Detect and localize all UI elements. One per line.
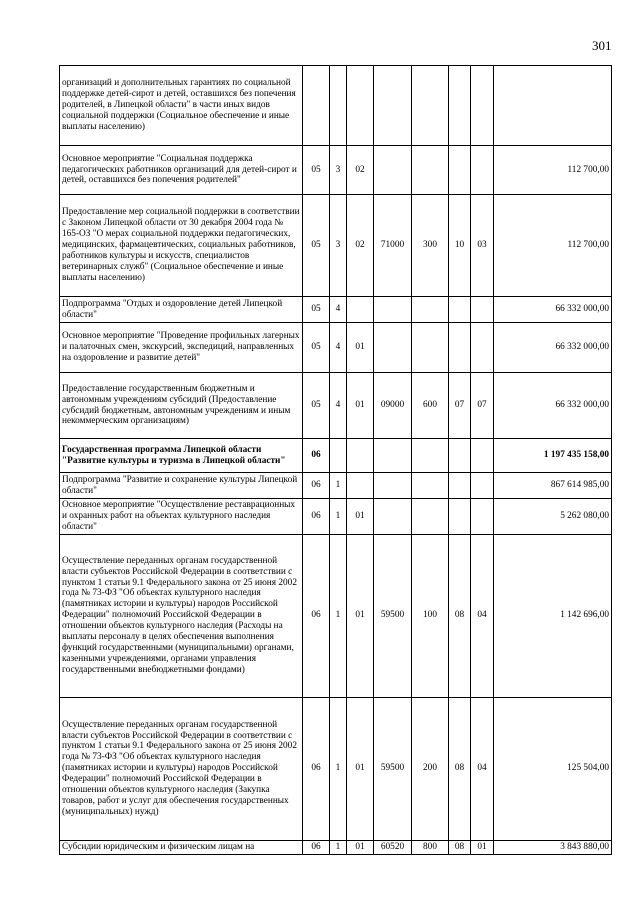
program-code-cell: 05	[303, 146, 330, 195]
subprogram-code-cell: 4	[330, 297, 347, 323]
subprogram-code-cell: 3	[330, 146, 347, 195]
subsection-code-cell: 07	[471, 373, 494, 439]
activity-code-cell	[347, 297, 374, 323]
table-row	[60, 195, 612, 297]
section-code-cell	[449, 66, 471, 146]
amount-cell: 66 332 000,00	[494, 373, 612, 439]
subprogram-code-cell: 1	[330, 697, 347, 840]
amount-cell: 112 700,00	[494, 195, 612, 297]
direction-code-cell: 59500	[374, 697, 412, 840]
expense-name-cell: Подпрограмма "Развитие и сохранение культуры Липецкой области"	[60, 473, 303, 499]
expense-name-cell: Подпрограмма "Отдых и оздоровление детей Липецкой области"	[60, 297, 303, 323]
subsection-code-cell: 04	[471, 534, 494, 697]
expense-name-cell: Государственная программа Липецкой области "Развитие культуры и туризма в Липецкой области"	[60, 439, 303, 473]
program-code-cell: 05	[303, 323, 330, 373]
direction-code-cell	[374, 297, 412, 323]
program-code-cell: 06	[303, 840, 330, 854]
subprogram-code-cell: 1	[330, 473, 347, 499]
activity-code-cell	[347, 473, 374, 499]
activity-code-cell: 01	[347, 840, 374, 854]
subprogram-code-cell: 4	[330, 373, 347, 439]
activity-code-cell: 02	[347, 195, 374, 297]
program-code-cell: 06	[303, 473, 330, 499]
subprogram-code-cell: 1	[330, 840, 347, 854]
activity-code-cell: 01	[347, 697, 374, 840]
expense-name-cell: организаций и дополнительных гарантиях по социальной поддержке детей-сирот и детей, оставшихся без попечения родителей, в Липецкой области" в части иных видов социальной поддержки (Социальное обеспечение и иные выплаты населению)	[60, 66, 303, 146]
expense-name-cell: Основное мероприятие "Социальная поддержка педагогических работников организаций для детей-сирот и детей, оставшихся без попечения родителей"	[60, 146, 303, 195]
section-code-cell	[449, 323, 471, 373]
expense-type-cell	[412, 439, 449, 473]
table-body	[60, 66, 612, 855]
section-code-cell	[449, 439, 471, 473]
program-code-cell	[303, 66, 330, 146]
direction-code-cell: 59500	[374, 534, 412, 697]
subprogram-code-cell	[330, 439, 347, 473]
direction-code-cell: 09000	[374, 373, 412, 439]
section-code-cell	[449, 297, 471, 323]
subprogram-code-cell: 1	[330, 499, 347, 535]
program-code-cell: 05	[303, 297, 330, 323]
program-code-cell: 06	[303, 499, 330, 535]
expense-type-cell	[412, 297, 449, 323]
program-code-cell: 06	[303, 534, 330, 697]
section-code-cell: 08	[449, 534, 471, 697]
subsection-code-cell	[471, 323, 494, 373]
activity-code-cell: 02	[347, 146, 374, 195]
expense-name-cell: Осуществление переданных органам государственной власти субъектов Российской Федерации в соответствии с пунктом 1 статьи 9.1 Федерального закона от 25 июня 2002 года № 73-ФЗ "Об объектах культурного наследия (памятниках истории и культуры) народов Российской Федерации" полномочий Российской Федерации в отношении объектов культурного наследия (Закупка товаров, работ и услуг для обеспечения государственных (муниципальных) нужд)	[60, 697, 303, 840]
amount-cell: 66 332 000,00	[494, 323, 612, 373]
table-row	[60, 534, 612, 697]
program-code-cell: 06	[303, 697, 330, 840]
expense-type-cell	[412, 473, 449, 499]
budget-table	[59, 65, 612, 855]
program-code-cell: 05	[303, 195, 330, 297]
table-row	[60, 473, 612, 499]
subsection-code-cell	[471, 499, 494, 535]
expense-type-cell	[412, 146, 449, 195]
program-code-cell: 06	[303, 439, 330, 473]
table-row	[60, 439, 612, 473]
amount-cell: 66 332 000,00	[494, 297, 612, 323]
expense-name-cell: Основное мероприятие "Осуществление реставрационных и охранных работ на объектах культурного наследия области"	[60, 499, 303, 535]
amount-cell: 112 700,00	[494, 146, 612, 195]
direction-code-cell	[374, 439, 412, 473]
section-code-cell: 07	[449, 373, 471, 439]
program-code-cell: 05	[303, 373, 330, 439]
section-code-cell	[449, 146, 471, 195]
expense-type-cell: 300	[412, 195, 449, 297]
direction-code-cell	[374, 146, 412, 195]
subsection-code-cell	[471, 439, 494, 473]
subsection-code-cell: 04	[471, 697, 494, 840]
amount-cell: 867 614 985,00	[494, 473, 612, 499]
table-row	[60, 323, 612, 373]
table-row	[60, 840, 612, 854]
expense-type-cell: 100	[412, 534, 449, 697]
expense-type-cell: 800	[412, 840, 449, 854]
subprogram-code-cell	[330, 66, 347, 146]
amount-cell: 1 197 435 158,00	[494, 439, 612, 473]
subprogram-code-cell: 4	[330, 323, 347, 373]
direction-code-cell	[374, 323, 412, 373]
amount-cell	[494, 66, 612, 146]
amount-cell: 5 262 080,00	[494, 499, 612, 535]
subsection-code-cell	[471, 473, 494, 499]
amount-cell: 3 843 880,00	[494, 840, 612, 854]
table-row	[60, 697, 612, 840]
section-code-cell: 08	[449, 840, 471, 854]
activity-code-cell	[347, 66, 374, 146]
expense-name-cell: Предоставление мер социальной поддержки в соответствии с Законом Липецкой области от 30 декабря 2004 года № 165-ОЗ "О мерах социальной поддержки педагогических, медицинских, фармацевтических, социальных работников, работников культуры и искусств, специалистов ветеринарных служб" (Социальное обеспечение и иные выплаты населению)	[60, 195, 303, 297]
activity-code-cell	[347, 439, 374, 473]
direction-code-cell	[374, 66, 412, 146]
subsection-code-cell: 01	[471, 840, 494, 854]
subprogram-code-cell: 1	[330, 534, 347, 697]
table-row	[60, 66, 612, 146]
subsection-code-cell: 03	[471, 195, 494, 297]
expense-name-cell: Предоставление государственным бюджетным и автономным учреждениям субсидий (Предоставление субсидий бюджетным, автономным учреждениям и иным некоммерческим организациям)	[60, 373, 303, 439]
expense-type-cell	[412, 66, 449, 146]
direction-code-cell	[374, 473, 412, 499]
activity-code-cell: 01	[347, 373, 374, 439]
table-row	[60, 146, 612, 195]
activity-code-cell: 01	[347, 323, 374, 373]
subsection-code-cell	[471, 297, 494, 323]
activity-code-cell: 01	[347, 499, 374, 535]
expense-name-cell: Субсидии юридическим и физическим лицам на	[60, 840, 303, 854]
amount-cell: 125 504,00	[494, 697, 612, 840]
expense-type-cell	[412, 499, 449, 535]
expense-type-cell: 200	[412, 697, 449, 840]
direction-code-cell	[374, 499, 412, 535]
table-row	[60, 373, 612, 439]
subprogram-code-cell: 3	[330, 195, 347, 297]
subsection-code-cell	[471, 66, 494, 146]
section-code-cell	[449, 499, 471, 535]
expense-type-cell	[412, 323, 449, 373]
activity-code-cell: 01	[347, 534, 374, 697]
section-code-cell: 08	[449, 697, 471, 840]
amount-cell: 1 142 696,00	[494, 534, 612, 697]
direction-code-cell: 71000	[374, 195, 412, 297]
expense-type-cell: 600	[412, 373, 449, 439]
page-number: 301	[592, 38, 612, 53]
expense-name-cell: Осуществление переданных органам государственной власти субъектов Российской Федерации в соответствии с пунктом 1 статьи 9.1 Федерального закона от 25 июня 2002 года № 73-ФЗ "Об объектах культурного наследия (памятниках истории и культуры) народов Российской Федерации" полномочий Российской Федерации в отношении объектов культурного наследия (Расходы на выплаты персоналу в целях обеспечения выполнения функций государственными (муниципальными) органами, казенными учреждениями, органами управления государственными внебюджетными фондами)	[60, 534, 303, 697]
subsection-code-cell	[471, 146, 494, 195]
section-code-cell: 10	[449, 195, 471, 297]
table-row	[60, 297, 612, 323]
expense-name-cell: Основное мероприятие "Проведение профильных лагерных и палаточных смен, экскурсий, экспедиций, направленных на оздоровление и развитие детей"	[60, 323, 303, 373]
table-row	[60, 499, 612, 535]
section-code-cell	[449, 473, 471, 499]
direction-code-cell: 60520	[374, 840, 412, 854]
